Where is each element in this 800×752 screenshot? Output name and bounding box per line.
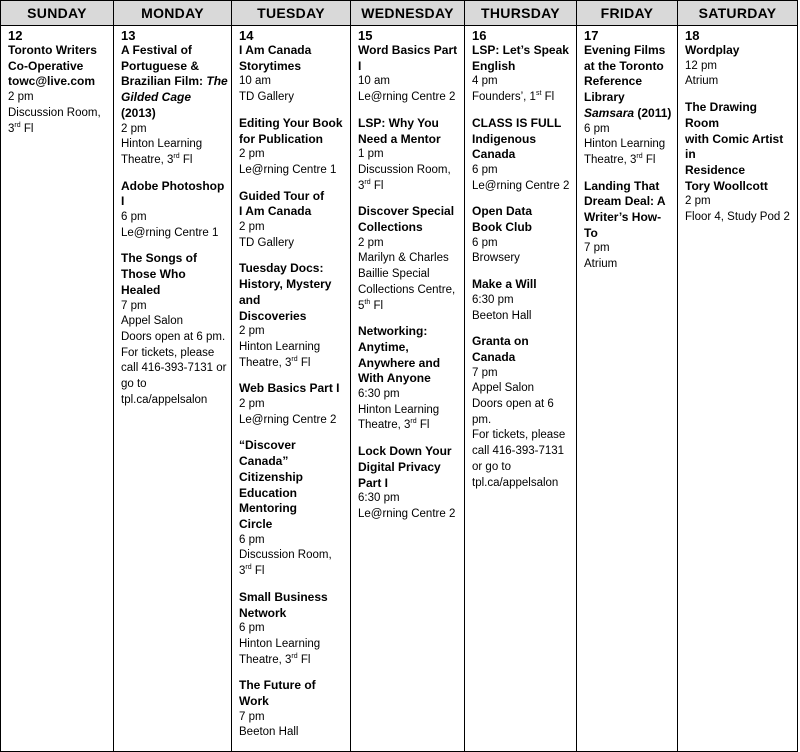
event-detail: 5th Fl: [358, 298, 384, 312]
header-saturday: SATURDAY: [678, 1, 798, 26]
day-cell-wednesday: [351, 26, 465, 752]
event-title: Storytimes: [239, 58, 302, 73]
weekday-header-row: [1, 1, 798, 26]
event-title: Open Data: [472, 204, 533, 219]
event-title: History, Mystery and: [239, 277, 332, 307]
event-detail: Hinton Learning: [239, 637, 321, 650]
event-title: Education Mentoring: [239, 485, 298, 516]
week-row: [1, 26, 798, 752]
event-detail: Hinton Learning: [584, 138, 666, 151]
event-title: Co-Operative: [8, 58, 84, 73]
event-entry: [8, 43, 110, 137]
event-title: A Festival of: [121, 43, 192, 57]
event-detail: go to: [121, 378, 147, 391]
event-title: Wordplay: [685, 43, 740, 57]
event-detail: 7 pm: [121, 299, 147, 312]
event-title: Lock Down Your: [358, 444, 452, 459]
event-entry: [239, 438, 347, 579]
day-number: 17: [584, 28, 599, 43]
event-detail: call 416-393-7131: [472, 445, 565, 458]
event-entry: [358, 43, 461, 106]
event-title: Tuesday Docs:: [239, 261, 324, 276]
event-title: Library: [584, 90, 625, 105]
event-title: Granta on Canada: [472, 334, 529, 364]
event-title: LSP: Why You: [358, 115, 439, 130]
event-detail: 7 pm: [472, 366, 498, 379]
event-title: Editing Your Book: [239, 115, 343, 130]
event-detail: Le@rning Centre 1: [121, 226, 219, 239]
event-detail: 2 pm: [121, 122, 147, 135]
event-detail: Theatre, 3rd Fl: [584, 153, 656, 166]
event-title: The Songs of: [121, 251, 197, 266]
event-detail: 6 pm: [239, 533, 265, 546]
event-detail: 2 pm: [239, 148, 265, 161]
event-title: I Am Canada: [239, 204, 312, 219]
event-entry: [239, 43, 347, 106]
event-detail: tpl.ca/appelsalon: [472, 476, 559, 489]
event-entry: [472, 277, 573, 324]
event-title: Brazilian Film: The: [121, 74, 228, 89]
event-detail: Beeton Hall: [239, 726, 299, 739]
event-detail: tpl.ca/appelsalon: [121, 393, 208, 406]
event-detail: Marilyn & Charles: [358, 252, 449, 265]
event-detail: 4 pm: [472, 75, 498, 88]
event-title: Digital Privacy: [358, 459, 441, 474]
event-detail: TD Gallery: [239, 91, 294, 104]
event-title: Dream Deal: A: [584, 194, 666, 209]
event-detail: 6:30 pm: [358, 492, 400, 505]
day-number: 15: [358, 28, 373, 43]
event-title: towc@live.com: [8, 74, 96, 89]
event-entry: [239, 381, 347, 428]
event-detail: 6 pm: [472, 163, 498, 176]
event-detail: Doors open at 6 pm.: [472, 398, 554, 426]
event-title: Networking:: [358, 324, 428, 339]
event-detail: 2 pm: [8, 91, 34, 104]
event-detail: 12 pm: [685, 59, 717, 72]
day-cell-tuesday: [232, 26, 351, 752]
event-detail: 3rd Fl: [358, 178, 384, 192]
event-title: Part I: [358, 475, 389, 490]
day-cell-saturday: [678, 26, 798, 752]
event-entry: [358, 444, 461, 523]
event-detail: call 416-393-7131 or: [121, 362, 227, 375]
event-entry: [685, 43, 794, 90]
event-detail: 2 pm: [358, 236, 384, 249]
header-thursday: THURSDAY: [465, 1, 577, 26]
event-detail: Discussion Room,: [8, 106, 101, 119]
event-title: Guided Tour of: [239, 188, 325, 203]
event-title: Samsara (2011): [584, 105, 672, 120]
event-detail: 2 pm: [239, 325, 265, 338]
event-title: The Future of Work: [239, 678, 316, 709]
event-entry: [584, 179, 674, 273]
event-detail: Hinton Learning: [239, 340, 321, 353]
event-detail: Le@rning Centre 2: [358, 507, 456, 520]
event-title: Portuguese &: [121, 58, 200, 73]
event-detail: Le@rning Centre 2: [472, 179, 570, 192]
event-detail: 3rd Fl: [8, 121, 34, 135]
event-title: Network: [239, 605, 287, 620]
day-number: 16: [472, 28, 487, 43]
event-entry: [121, 179, 228, 242]
event-detail: 7 pm: [239, 710, 265, 723]
event-detail: 2 pm: [239, 221, 265, 234]
day-cell-thursday: [465, 26, 577, 752]
event-detail: 10 am: [239, 75, 271, 88]
event-title: at the Toronto: [584, 58, 664, 73]
event-detail: 3rd Fl: [239, 564, 265, 578]
event-detail: Baillie Special: [358, 268, 430, 281]
event-detail: 7 pm: [584, 242, 610, 255]
event-detail: 6:30 pm: [472, 293, 514, 306]
event-entry: [239, 261, 347, 371]
event-entry: [584, 43, 674, 169]
day-number: 18: [685, 28, 700, 43]
event-title: Gilded Cage (2013): [121, 90, 192, 120]
event-entry: [472, 116, 573, 195]
event-title: Residence: [685, 162, 746, 177]
event-entry: [358, 204, 461, 314]
event-title: “Discover Canada”: [239, 438, 296, 469]
event-title: Make a Will: [472, 277, 537, 292]
event-detail: 1 pm: [358, 148, 384, 161]
event-detail: Founders’, 1st Fl: [472, 90, 555, 104]
event-title: for Publication: [239, 131, 323, 146]
event-entry: [121, 251, 228, 408]
event-title: I Am Canada: [239, 43, 312, 57]
event-title: Collections: [358, 220, 423, 235]
event-detail: 6 pm: [584, 122, 610, 135]
event-detail: Collections Centre,: [358, 283, 456, 296]
event-title: LSP: Let’s Speak: [472, 43, 569, 57]
event-title: Citizenship: [239, 469, 304, 484]
event-detail: Beeton Hall: [472, 309, 532, 322]
event-detail: Hinton Learning: [121, 138, 203, 151]
event-entry: [239, 116, 347, 179]
event-detail: 6 pm: [239, 622, 265, 635]
day-number: 12: [8, 28, 23, 43]
event-detail: Doors open at 6 pm.: [121, 330, 226, 343]
header-sunday: SUNDAY: [1, 1, 114, 26]
event-detail: 2 pm: [239, 398, 265, 411]
event-entry: [239, 590, 347, 669]
event-title: Circle: [239, 516, 273, 531]
event-detail: Theatre, 3rd Fl: [121, 153, 193, 166]
event-detail: 6 pm: [121, 211, 147, 224]
event-detail: Theatre, 3rd Fl: [239, 355, 311, 369]
day-cell-monday: [114, 26, 232, 752]
event-detail: Atrium: [584, 258, 618, 271]
event-detail: Atrium: [685, 75, 719, 88]
event-detail: 2 pm: [685, 195, 711, 208]
event-title: Indigenous: [472, 131, 536, 146]
event-detail: 10 am: [358, 75, 390, 88]
event-title: Small Business: [239, 589, 328, 604]
event-title: Discover Special: [358, 204, 455, 219]
event-detail: TD Gallery: [239, 236, 294, 249]
event-title: Canada: [472, 147, 516, 162]
event-detail: Le@rning Centre 2: [239, 413, 337, 426]
event-title: Anytime,: [358, 339, 409, 354]
event-detail: Theatre, 3rd Fl: [358, 418, 430, 432]
event-entry: [358, 116, 461, 195]
event-detail: Theatre, 3rd Fl: [239, 652, 311, 666]
event-title: Reference: [584, 74, 643, 89]
event-detail: For tickets, please: [121, 346, 215, 359]
day-number: 13: [121, 28, 136, 43]
day-cell-sunday: [1, 26, 114, 752]
event-title: Landing That: [584, 178, 660, 193]
event-entry: [685, 100, 794, 226]
header-monday: MONDAY: [114, 1, 232, 26]
event-entry: [239, 189, 347, 252]
event-title: Tory Woollcott: [685, 178, 768, 193]
event-detail: Appel Salon: [472, 382, 535, 395]
event-title: CLASS IS FULL: [472, 115, 562, 130]
event-title: With Anyone: [358, 371, 431, 386]
event-detail: Browsery: [472, 252, 520, 265]
event-title: Writer’s How-To: [584, 210, 662, 240]
event-title: Anywhere and: [358, 355, 441, 370]
event-entry: [239, 678, 347, 741]
event-title: Adobe Photoshop I: [121, 178, 225, 209]
event-detail: Le@rning Centre 2: [358, 91, 456, 104]
event-title: Web Basics Part I: [239, 381, 340, 396]
event-entry: [358, 324, 461, 434]
header-friday: FRIDAY: [577, 1, 678, 26]
event-entry: [472, 334, 573, 491]
event-detail: Floor 4, Study Pod 2: [685, 211, 790, 224]
event-title: Discoveries: [239, 308, 307, 323]
event-title: Those Who Healed: [121, 267, 186, 297]
header-tuesday: TUESDAY: [232, 1, 351, 26]
event-title: The Drawing Room: [685, 100, 758, 130]
event-detail: Discussion Room,: [358, 163, 451, 176]
event-detail: Appel Salon: [121, 315, 184, 328]
event-title: Need a Mentor: [358, 131, 441, 146]
event-title: with Comic Artist in: [685, 131, 784, 162]
event-detail: For tickets, please: [472, 429, 566, 442]
day-cell-friday: [577, 26, 678, 752]
event-title: Evening Films: [584, 43, 666, 57]
event-title: Word Basics Part I: [358, 43, 458, 73]
event-title: Book Club: [472, 220, 532, 235]
day-number: 14: [239, 28, 254, 43]
event-detail: Discussion Room,: [239, 549, 332, 562]
event-title: English: [472, 58, 516, 73]
event-detail: Hinton Learning: [358, 403, 440, 416]
event-detail: 6 pm: [472, 236, 498, 249]
event-title: Toronto Writers: [8, 43, 97, 57]
event-detail: 6:30 pm: [358, 388, 400, 401]
event-entry: [472, 204, 573, 267]
event-detail: or go to: [472, 460, 511, 473]
event-entry: [121, 43, 228, 169]
header-wednesday: WEDNESDAY: [351, 1, 465, 26]
event-detail: Le@rning Centre 1: [239, 163, 337, 176]
event-entry: [472, 43, 573, 106]
